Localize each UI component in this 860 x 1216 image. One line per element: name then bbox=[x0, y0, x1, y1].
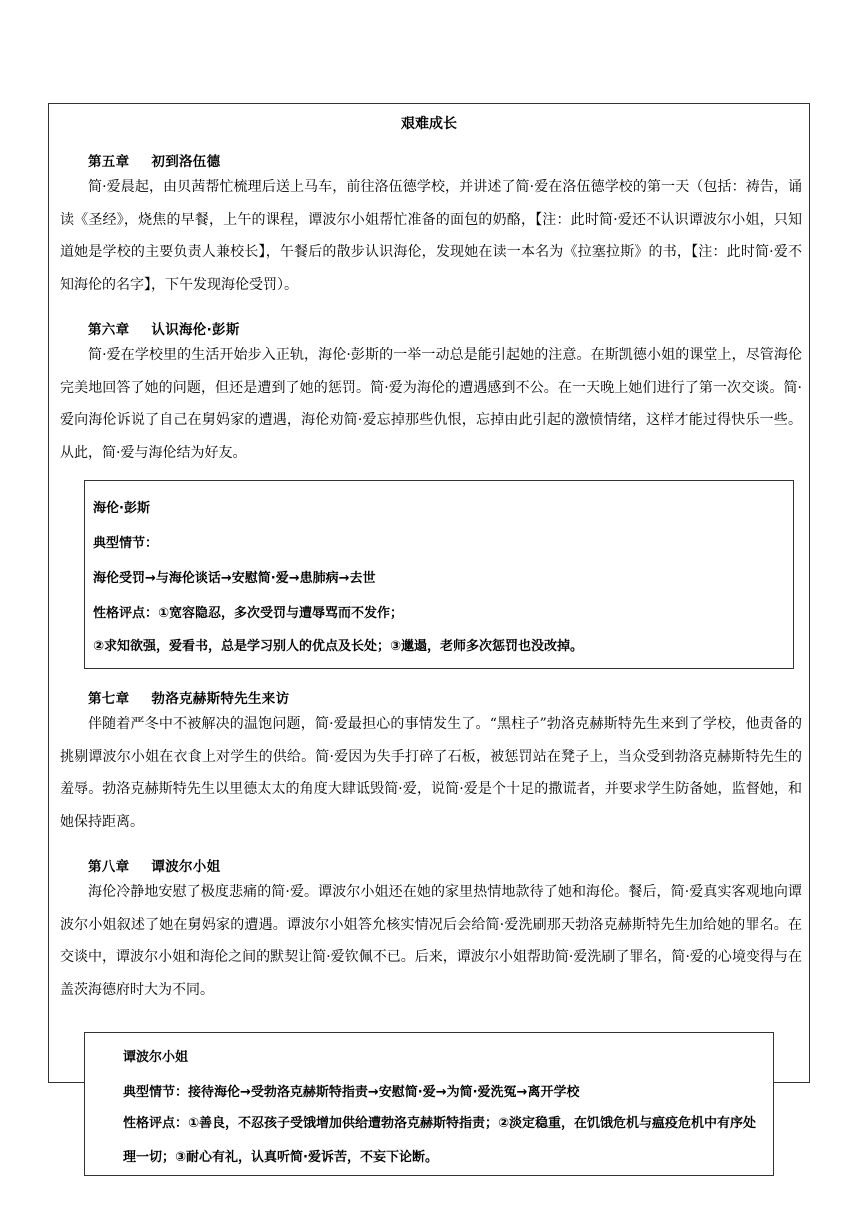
chapter-paragraph-8: 海伦冷静地安慰了极度悲痛的简·爱。谭波尔小姐还在她的家里热情地款待了她和海伦。餐后，简·爱真实客观地向谭波尔小姐叙述了她在舅妈家的遭遇。谭波尔小姐答允核实情况后会给简·爱洗刷那天勃洛克赫斯特先生加给她的罪名。在交谈中，谭波尔小姐和海伦之间的默契让简·爱钦佩不已。后来，谭波尔小姐帮助简·爱洗刷了罪名，简·爱的心境变得与在盖茨海德府时大为不同。 bbox=[60, 884, 802, 998]
character-name: 海伦·彭斯 bbox=[93, 501, 150, 516]
trait-text: 性格评点：①善良，不忍孩子受饿增加供给遭勃洛克赫斯特指责；②淡定稳重，在饥饿危机与瘟疫危机中有序处理一切；③耐心有礼，认真听简·爱诉苦，不妄下论断。 bbox=[123, 1116, 757, 1165]
plot-label: 典型情节： bbox=[93, 536, 159, 551]
plot-text: 典型情节：接待海伦→受勃洛克赫斯特指责→安慰简·爱→为简·爱洗冤→离开学校 bbox=[123, 1085, 580, 1100]
chapter-heading-6 bbox=[88, 318, 240, 338]
chapter-name: 认识海伦·彭斯 bbox=[151, 322, 240, 338]
section-title: 艰难成长 bbox=[401, 116, 457, 132]
chapter-number: 第五章 bbox=[88, 154, 130, 170]
chapter-paragraph-5: 简·爱晨起，由贝茜帮忙梳理后送上马车，前往洛伍德学校，并讲述了简·爱在洛伍德学校的第一天（包括：祷告，诵读《圣经》，烧焦的早餐，上午的课程，谭波尔小姐帮忙准备的面包的奶酪，【注：此时简·爱还不认识谭波尔小姐，只知道她是学校的主要负责人兼校长】，午餐后的散步认识海伦，发现她在读一本名为《拉塞拉斯》的书，【注：此时简·爱不知海伦的名字】，下午发现海伦受罚）。 bbox=[60, 179, 802, 293]
chapter-paragraph-6: 简·爱在学校里的生活开始步入正轨，海伦·彭斯的一举一动总是能引起她的注意。在斯凯德小姐的课堂上，尽管海伦完美地回答了她的问题，但还是遭到了她的惩罚。简·爱为海伦的遭遇感到不公。在一天晚上她们进行了第一次交谈。简·爱向海伦诉说了自己在舅妈家的遭遇，海伦劝简·爱忘掉那些仇恨，忘掉由此引起的激愤情绪，这样才能过得快乐一些。从此，简·爱与海伦结为好友。 bbox=[60, 347, 802, 461]
chapter-number: 第六章 bbox=[88, 322, 130, 338]
plot-text: 海伦受罚→与海伦谈话→安慰简·爱→患肺病→去世 bbox=[93, 571, 376, 586]
chapter-paragraph-7: 伴随着严冬中不被解决的温饱问题，简·爱最担心的事情发生了。“黑柱子”勃洛克赫斯特先生来到了学校，他责备的挑剔谭波尔小姐在衣食上对学生的供给。简·爱因为失手打碎了石板，被惩罚站在凳子上，当众受到勃洛克赫斯特先生的羞辱。勃洛克赫斯特先生以里德太太的角度大肆诋毁简·爱，说简·爱是个十足的撒谎者，并要求学生防备她，监督她，和她保持距离。 bbox=[60, 716, 802, 830]
trait-text-2: ②求知欲强，爱看书，总是学习别人的优点及长处；③邋遢，老师多次惩罚也没改掉。 bbox=[93, 639, 584, 654]
chapter-heading-5 bbox=[88, 150, 220, 170]
character-box-helen bbox=[84, 480, 794, 669]
chapter-number: 第七章 bbox=[88, 691, 130, 707]
character-box-temple bbox=[84, 1032, 774, 1176]
chapter-name: 谭波尔小姐 bbox=[151, 859, 221, 875]
chapter-heading-7 bbox=[88, 687, 289, 707]
character-name: 谭波尔小姐 bbox=[123, 1050, 189, 1065]
chapter-name: 初到洛伍德 bbox=[151, 154, 221, 170]
chapter-heading-8 bbox=[88, 855, 220, 875]
chapter-number: 第八章 bbox=[88, 859, 130, 875]
chapter-name: 勃洛克赫斯特先生来访 bbox=[151, 691, 290, 707]
trait-text-1: 性格评点：①宽容隐忍，多次受罚与遭辱骂而不发作； bbox=[93, 606, 404, 621]
